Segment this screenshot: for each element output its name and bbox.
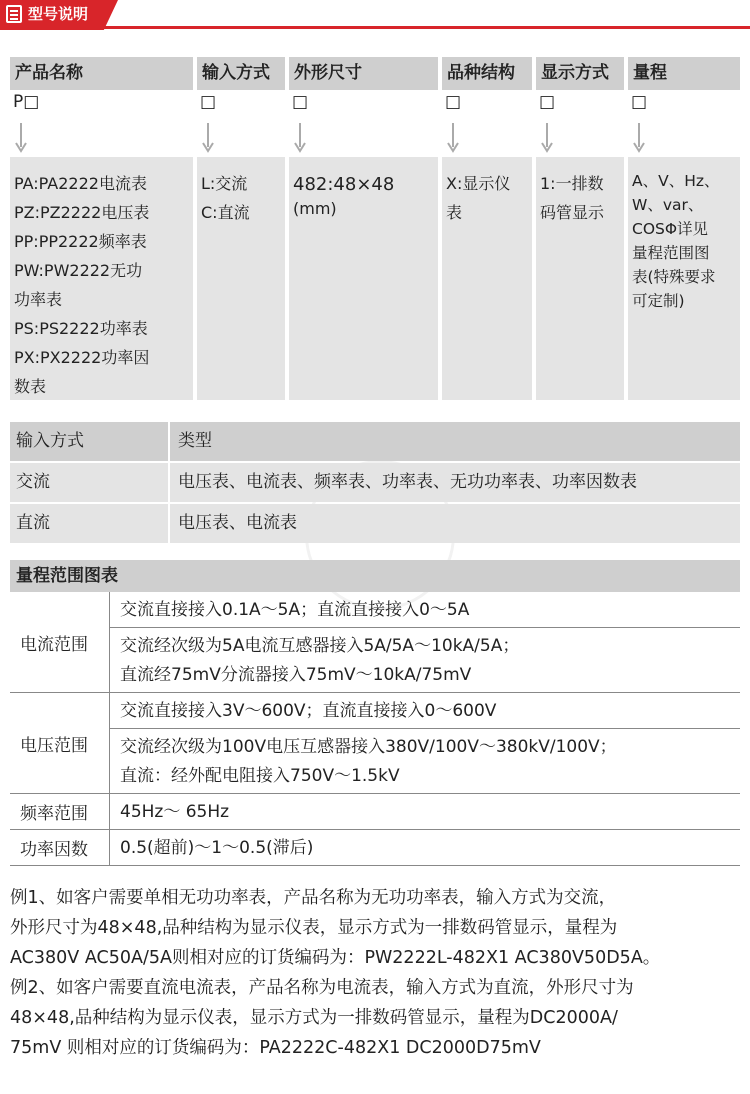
model-column [628,57,740,310]
column-body [10,157,193,400]
down-arrow-icon [293,123,307,153]
column-header: 品种结构 [442,57,532,90]
example-line: 48×48,品种结构为显示仪表，显示方式为一排数码管显示，量程为DC2000A/ [10,1008,618,1028]
example-line: 例1、如客户需要单相无功功率表，产品名称为无功功率表，输入方式为交流， [10,888,617,908]
range-entry [110,728,740,793]
range-text: 交流经次级为5A电流互感器接入5A/5A～10kA/5A； [120,636,520,656]
option-line: PP:PP2222频率表 [14,232,147,251]
option-line: 表(特殊要求 [632,268,716,286]
option-line: PZ:PZ2222电压表 [14,203,150,222]
section-banner [0,0,750,30]
row-label: 电压范围 [10,693,110,793]
option-line: 量程范围图 [632,244,710,262]
column-header: 显示方式 [536,57,624,90]
column-body [197,157,285,400]
header-cell: 类型 [178,431,212,451]
range-text: 交流直接接入3V～600V；直流直接接入0～600V [120,701,497,721]
down-arrow-icon [201,123,215,153]
option-line: X:显示仪 [446,174,511,193]
row-label: 电流范围 [10,592,110,692]
range-entry [110,794,740,829]
option-line: A、V、Hz、 [632,172,720,190]
model-column [536,57,624,222]
down-arrow-icon [540,123,554,153]
option-line: PW:PW2222无功 [14,261,143,280]
code-placeholder: □ [292,92,309,112]
column-body [536,157,624,400]
row-content [110,830,740,865]
column-header: 产品名称 [10,57,193,90]
column-header: 外形尺寸 [289,57,438,90]
option-line: 码管显示 [540,203,605,222]
order-examples [10,883,745,1063]
column-body [628,157,740,400]
option-line: 1:一排数 [540,174,604,193]
table-cell: 直流 [10,504,170,543]
down-arrow-icon [446,123,460,153]
option-line: (mm) [293,199,337,218]
column-body [442,157,532,400]
row-content [110,693,740,793]
code-placeholder: □ [539,92,556,112]
table-cell: 交流 [10,463,170,502]
input-type-table [10,422,740,545]
range-text: 0.5(超前)～1～0.5(滞后) [120,838,314,858]
range-text: 45Hz～ 65Hz [120,802,230,822]
table-row [10,463,740,502]
range-entry [110,592,740,627]
model-column [10,57,193,396]
model-column [289,57,438,218]
table-row [10,504,740,543]
column-header: 输入方式 [197,57,285,90]
banner-rule [0,26,750,29]
range-text: 直流经75mV分流器接入75mV～10kA/75mV [120,665,472,685]
option-line: C:直流 [201,203,250,222]
option-line: 可定制) [632,292,685,310]
option-line: COSΦ详见 [632,220,709,238]
model-column [197,57,285,222]
row-label: 频率范围 [10,794,110,829]
code-placeholder: □ [631,92,648,112]
range-entry [110,830,740,865]
table-row [10,592,740,692]
option-line: W、var、 [632,196,704,214]
down-arrow-icon [14,123,28,153]
code-placeholder: □ [445,92,462,112]
section-title: 型号说明 [28,5,89,23]
row-label: 功率因数 [10,830,110,865]
table-row [10,692,740,793]
option-line: 482:48×48 [293,174,395,195]
table-row [10,793,740,829]
option-line: PA:PA2222电流表 [14,174,147,193]
column-body [289,157,438,400]
example-line: 75mV 则相对应的订货编码为：PA2222C-482X1 DC2000D75mV [10,1038,541,1058]
option-line: 表 [446,203,463,222]
column-header: 量程 [628,57,740,90]
table-header-row [10,422,740,461]
range-entry [110,627,740,692]
range-text: 直流：经外配电阻接入750V～1.5kV [120,766,400,786]
header-cell: 输入方式 [10,422,170,461]
range-text: 交流经次级为100V电压互感器接入380V/100V～380kV/100V； [120,737,617,757]
code-placeholder: □ [200,92,217,112]
range-entry [110,693,740,728]
document-icon [6,5,22,23]
row-content [110,592,740,692]
example-line: AC380V AC50A/5A则相对应的订货编码为：PW2222L-482X1 AC380V50D5A。 [10,948,661,968]
range-table [10,592,740,866]
option-line: L:交流 [201,174,248,193]
table-cell: 电压表、电流表 [178,513,297,533]
range-table-title: 量程范围图表 [10,560,740,592]
option-line: PS:PS2222功率表 [14,319,148,338]
option-line: PX:PX2222功率因 [14,348,150,367]
row-content [110,794,740,829]
option-line: 功率表 [14,290,63,309]
example-line: 例2、如客户需要直流电流表，产品名称为电流表，输入方式为直流，外形尺寸为 [10,978,634,998]
option-line: 数表 [14,377,47,396]
table-row [10,829,740,865]
model-column [442,57,532,222]
table-cell: 电压表、电流表、频率表、功率表、无功功率表、功率因数表 [178,472,637,492]
example-line: 外形尺寸为48×48,品种结构为显示仪表，显示方式为一排数码管显示，量程为 [10,918,618,938]
down-arrow-icon [632,123,646,153]
code-placeholder: P□ [13,92,40,112]
range-text: 交流直接接入0.1A～5A；直流直接接入0～5A [120,600,470,620]
